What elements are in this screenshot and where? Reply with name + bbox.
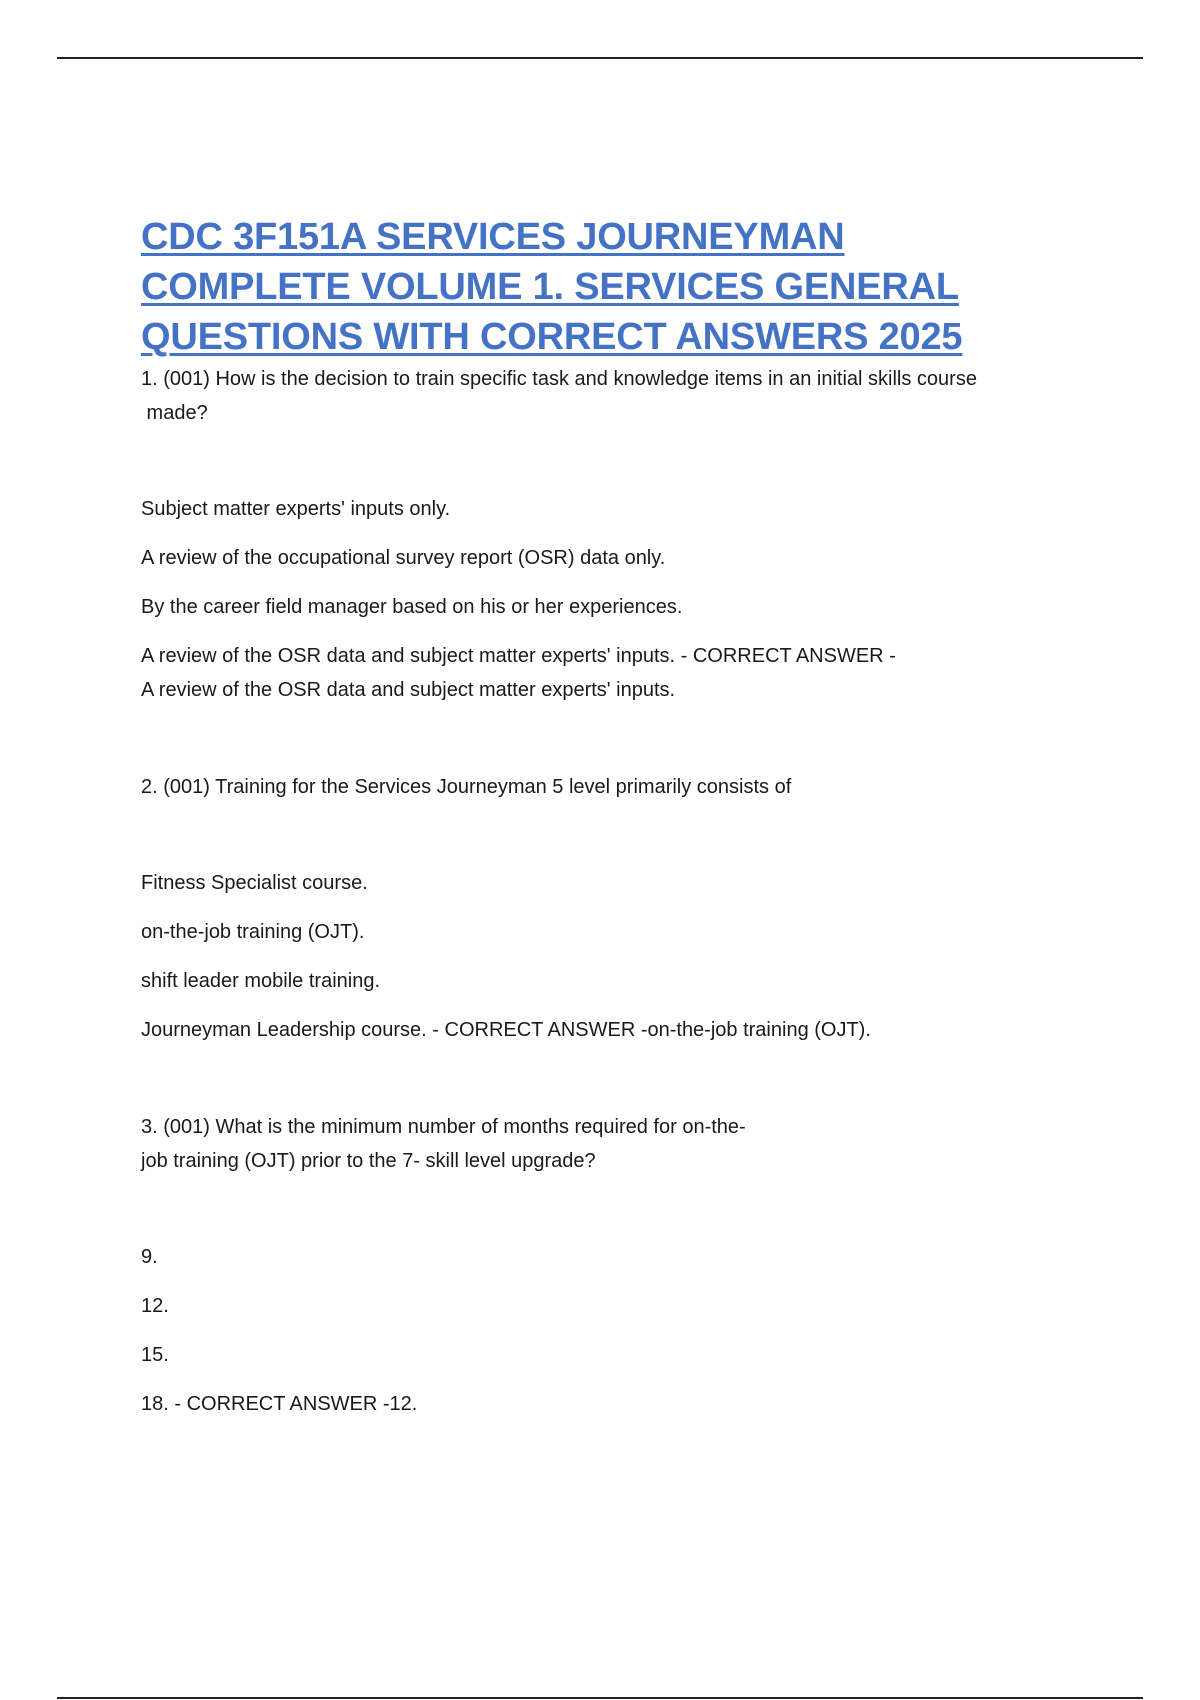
answer-option: 12. [141, 1295, 169, 1317]
title-line-1: CDC 3F151A SERVICES JOURNEYMAN [141, 216, 845, 258]
answer-option: on-the-job training (OJT). [141, 921, 365, 943]
document-body [141, 212, 1081, 1436]
answer-option: 9. [141, 1246, 158, 1268]
answer-option: Subject matter experts' inputs only. [141, 498, 451, 520]
title-line-3: QUESTIONS WITH CORRECT ANSWERS 2025 [141, 316, 963, 358]
answer-line: A review of the OSR data and subject matter experts' inputs. - CORRECT ANSWER - [141, 645, 896, 667]
question-line: 2. (001) Training for the Services Journeyman 5 level primarily consists of [141, 776, 792, 798]
question-line: made? [141, 402, 208, 424]
question-block-2 [141, 770, 1081, 1047]
question-line: job training (OJT) prior to the 7- skill level upgrade? [141, 1150, 596, 1172]
answer-option: Fitness Specialist course. [141, 872, 368, 894]
question-block-1 [141, 362, 1081, 707]
answer-option: 15. [141, 1344, 169, 1366]
question-text [141, 770, 1081, 804]
top-rule [57, 57, 1143, 59]
bottom-rule [57, 1697, 1143, 1699]
correct-answer [141, 1387, 1081, 1421]
question-line: 3. (001) What is the minimum number of months required for on-the- [141, 1116, 746, 1138]
answer-line: A review of the OSR data and subject matter experts' inputs. [141, 679, 676, 701]
correct-answer [141, 1013, 1081, 1047]
correct-answer [141, 639, 1081, 707]
question-block-3 [141, 1110, 1081, 1421]
question-line: 1. (001) How is the decision to train specific task and knowledge items in an initial skills course [141, 368, 977, 390]
document-title[interactable] [141, 212, 1081, 362]
answer-line: 18. - CORRECT ANSWER -12. [141, 1393, 418, 1415]
answer-option: A review of the occupational survey report (OSR) data only. [141, 547, 666, 569]
title-line-2: COMPLETE VOLUME 1. SERVICES GENERAL [141, 266, 959, 308]
answer-option: shift leader mobile training. [141, 970, 381, 992]
answer-line: Journeyman Leadership course. - CORRECT ANSWER -on-the-job training (OJT). [141, 1019, 871, 1041]
answer-option: By the career field manager based on his or her experiences. [141, 596, 683, 618]
question-text [141, 1110, 1081, 1178]
question-text [141, 362, 1081, 430]
